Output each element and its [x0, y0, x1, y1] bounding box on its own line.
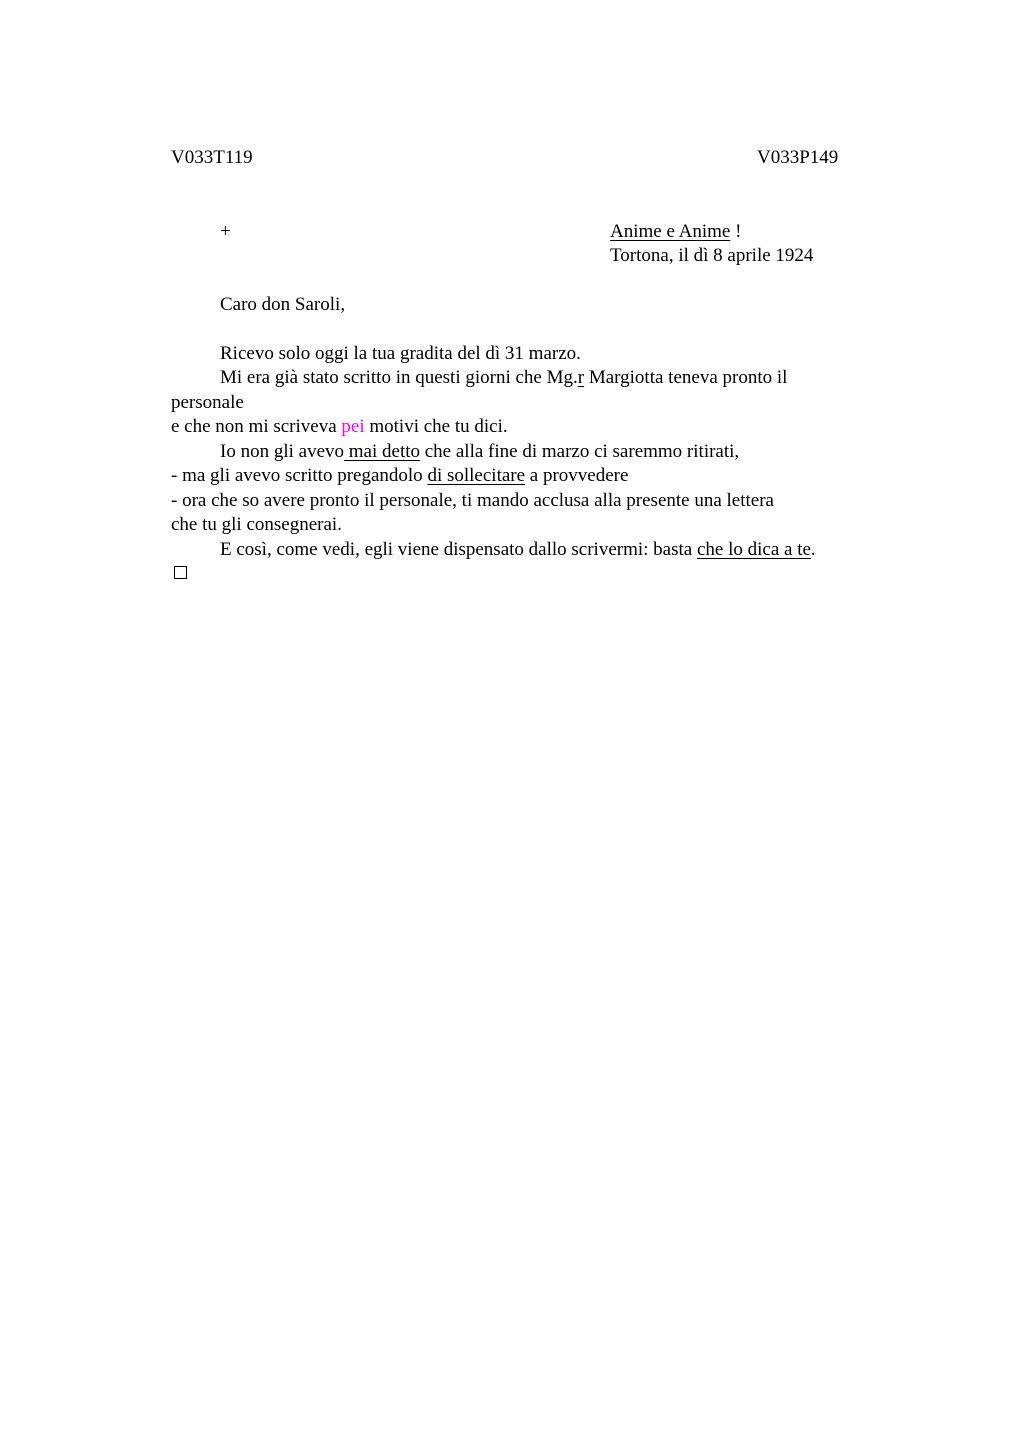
place-date: Tortona, il dì 8 aprile 1924 — [610, 245, 814, 266]
body-line-1: Ricevo solo oggi la tua gradita del dì 31 marzo. — [220, 343, 581, 364]
document-code-left: V033T119 — [171, 147, 253, 168]
body-line-9-underlined: che lo dica a te — [696, 539, 811, 560]
letter-title — [610, 220, 741, 244]
body-line-6-underlined: di sollecitare — [427, 465, 526, 486]
body-line-6 — [171, 464, 628, 488]
body-line-9-text-end: . — [810, 539, 816, 560]
body-line-5-underlined: mai detto — [344, 441, 420, 462]
body-line-6-text-end: a provvedere — [525, 465, 629, 486]
body-line-5-text: Io non gli avevo — [220, 441, 345, 462]
body-line-2 — [220, 366, 787, 390]
body-line-4-text-end: motivi che tu dici. — [364, 416, 508, 437]
body-line-2-text-end: Margiotta teneva pronto il — [584, 367, 788, 388]
body-line-4 — [171, 415, 508, 439]
body-line-2-text: Mi era già stato scritto in questi giorni che Mg. — [220, 367, 578, 388]
body-line-7: - ora che so avere pronto il personale, ti mando acclusa alla presente una lettera — [171, 490, 774, 511]
body-line-2-underlined: r — [577, 367, 585, 388]
end-square-mark — [174, 566, 187, 579]
cross-mark: + — [220, 221, 231, 242]
body-line-9-text: E così, come vedi, egli viene dispensato dallo scrivermi: basta — [220, 539, 697, 560]
body-line-9 — [220, 538, 816, 562]
salutation: Caro don Saroli, — [220, 294, 346, 315]
letter-title-underlined: Anime e Anime — [610, 221, 731, 242]
body-line-8: che tu gli consegnerai. — [171, 514, 342, 535]
body-line-5 — [220, 440, 739, 464]
body-line-3: personale — [171, 392, 244, 413]
letter-title-suffix: ! — [730, 221, 742, 242]
body-line-5-text-end: che alla fine di marzo ci saremmo ritirati, — [420, 441, 740, 462]
body-line-6-text: - ma gli avevo scritto pregandolo — [171, 465, 428, 486]
body-line-4-highlight: pei — [341, 416, 365, 437]
body-line-4-text: e che non mi scriveva — [171, 416, 342, 437]
document-code-right: V033P149 — [757, 147, 839, 168]
